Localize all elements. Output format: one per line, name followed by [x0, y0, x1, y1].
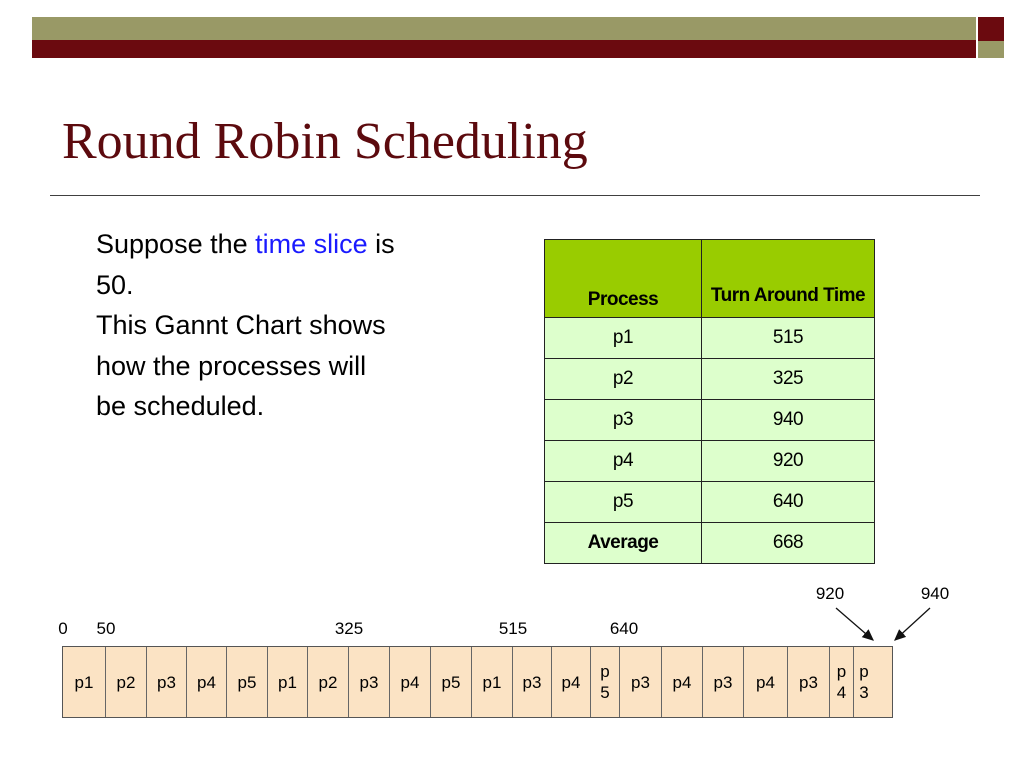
gantt-segment: p4	[390, 647, 431, 717]
gantt-segment: p5	[227, 647, 268, 717]
gantt-segment: p4	[552, 647, 591, 717]
gantt-segment: p3	[513, 647, 552, 717]
gantt-segment: p4	[662, 647, 703, 717]
gantt-tick: 515	[498, 619, 528, 638]
gantt-segment: p 3	[859, 662, 869, 702]
arrow-940	[895, 608, 930, 640]
header-process: Process	[545, 240, 702, 318]
time-slice-highlight: time slice	[255, 229, 368, 259]
process-cell: p1	[545, 318, 702, 359]
gantt-segment: p2	[106, 647, 147, 717]
average-value-cell: 668	[702, 523, 875, 564]
turnaround-cell: 515	[702, 318, 875, 359]
gantt-segment: p2	[308, 647, 349, 717]
gantt-segment: p1	[63, 647, 106, 717]
gantt-tick-top: 940	[920, 584, 950, 603]
gantt-tick: 0	[58, 619, 68, 638]
process-cell: p5	[545, 482, 702, 523]
gantt-segment: p3	[620, 647, 662, 717]
body-description: This Gannt Chart shows how the processes will be scheduled.	[96, 310, 386, 421]
gantt-segment: p3	[703, 647, 744, 717]
gantt-segment: p 4	[830, 647, 854, 717]
gantt-tick: 640	[609, 619, 639, 638]
gantt-segment: p1	[472, 647, 513, 717]
turnaround-cell: 920	[702, 441, 875, 482]
gantt-tick: 325	[334, 619, 364, 638]
gantt-chart	[62, 646, 893, 718]
process-cell: p3	[545, 400, 702, 441]
turnaround-cell: 325	[702, 359, 875, 400]
arrow-920	[836, 608, 873, 640]
gantt-segment: p4	[187, 647, 227, 717]
gantt-segment: p3	[349, 647, 390, 717]
gantt-segment: p3	[788, 647, 830, 717]
process-cell: p4	[545, 441, 702, 482]
header-turnaround: Turn Around Time	[702, 240, 875, 318]
gantt-segment: p5	[431, 647, 472, 717]
body-value: is 50.	[96, 229, 395, 300]
average-label-cell: Average	[545, 523, 702, 564]
gantt-segment: p4	[744, 647, 788, 717]
gantt-segment: p1	[268, 647, 308, 717]
turnaround-cell: 940	[702, 400, 875, 441]
body-intro: Suppose the	[96, 229, 256, 259]
process-cell: p2	[545, 359, 702, 400]
gantt-segment: p3	[147, 647, 187, 717]
slide-title: Round Robin Scheduling	[62, 113, 588, 170]
gantt-tick: 50	[96, 619, 116, 638]
turnaround-cell: 640	[702, 482, 875, 523]
gantt-tick-top: 920	[815, 584, 845, 603]
gantt-segment: p 5	[591, 647, 620, 717]
